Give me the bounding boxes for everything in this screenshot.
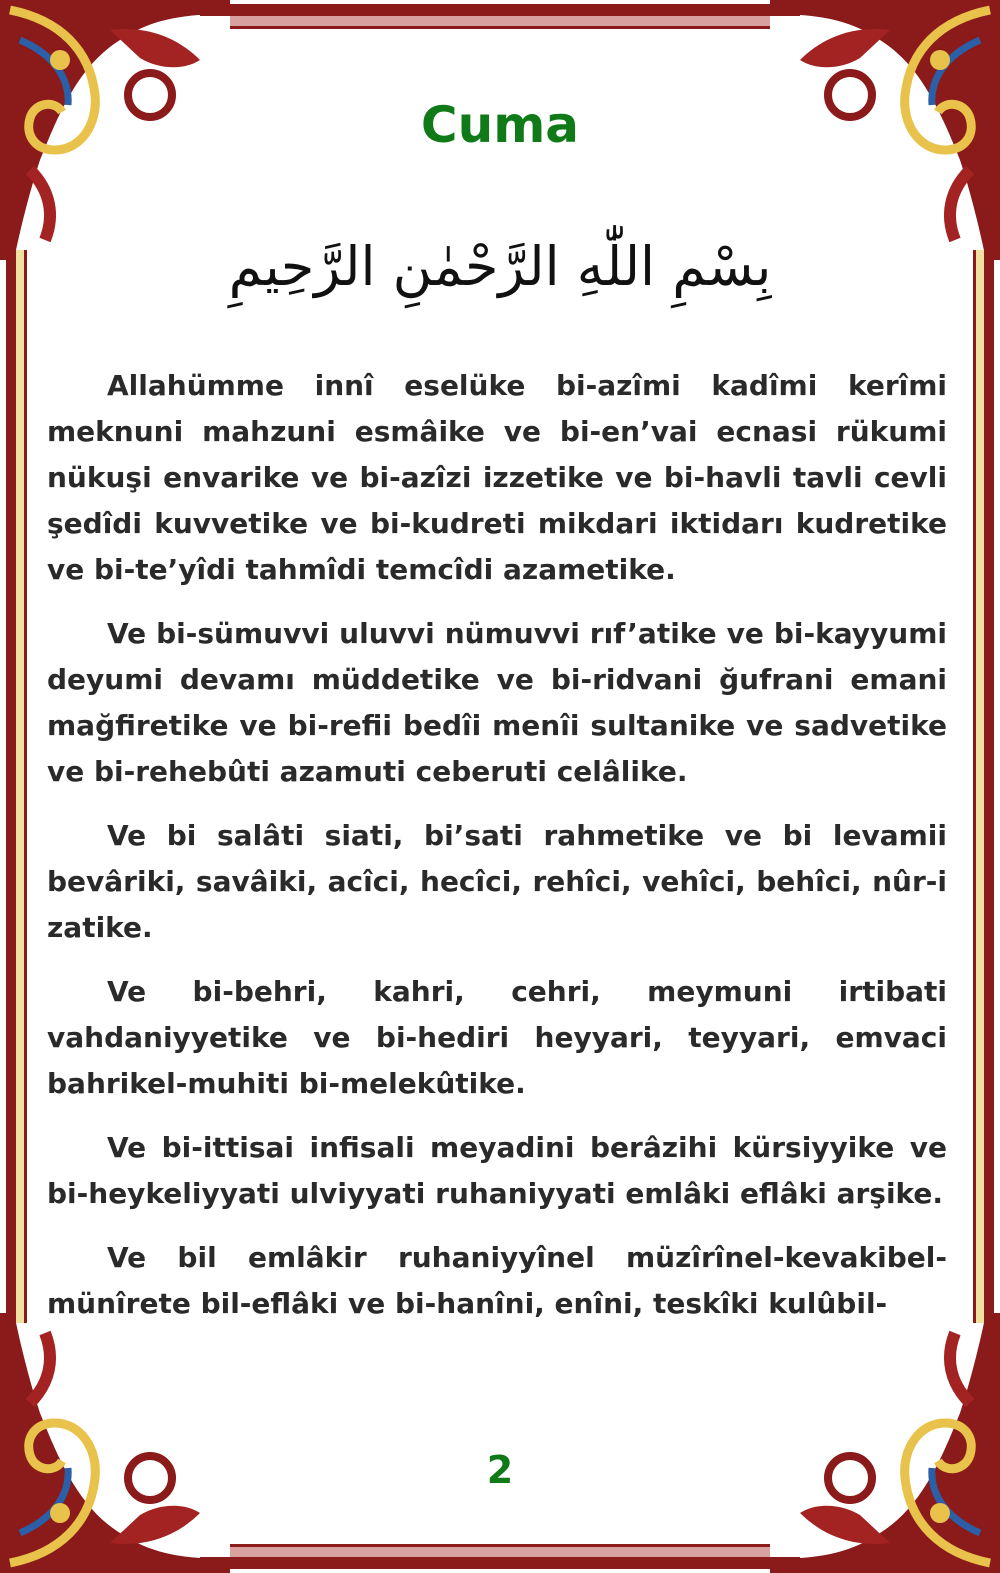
paragraph: Ve bil emlâkir ruhaniyyînel müzîrînel-kevakibel-münîrete bil-eflâki ve bi-hanîni, enîni, teskîki kulûbil- <box>47 1241 947 1320</box>
paragraph: Allahümme innî eselüke bi-azîmi kadîmi kerîmi meknuni mahzuni esmâike ve bi-en’vai ecnasi rükumi nükuşi envarike ve bi-azîzi izzetike ve bi-havli tavli cevli şedîdi kuvvetike ve bi-kudreti mikdari iktidarı kudretike ve bi-te’yîdi tahmîdi temcîdi azametike. <box>47 369 947 586</box>
frame-bottom-inner-border <box>230 1544 770 1557</box>
page-title: Cuma <box>420 96 580 154</box>
basmala-calligraphy: بِسْمِ اللّٰهِ الرَّحْمٰنِ الرَّحِيمِ <box>228 235 772 298</box>
page-number: 2 <box>486 1448 514 1492</box>
ornament-corner-bottom-left <box>0 1313 230 1573</box>
frame-bottom-border <box>200 1557 800 1569</box>
frame-top-inner-border <box>230 16 770 29</box>
frame-right-border <box>984 230 994 1343</box>
paragraph: Ve bi-ittisai infisali meyadini berâzihi kürsiyyike ve bi-heykeliyyati ulviyyati ruhaniyyati emlâki eflâki arşike. <box>47 1131 947 1210</box>
frame-top-border <box>200 4 800 16</box>
paragraph: Ve bi-behri, kahri, cehri, meymuni irtibati vahdaniyyetike ve bi-hediri heyyari, teyyari, emvaci bahrikel-muhiti bi-melekûtike. <box>47 975 947 1100</box>
frame-right-inner-border <box>973 250 984 1323</box>
ornament-corner-bottom-right <box>770 1313 1000 1573</box>
frame-left-inner-border <box>16 250 27 1323</box>
prayer-text <box>47 363 947 1345</box>
paragraph: Ve bi salâti siati, bi’sati rahmetike ve bi levamii bevâriki, savâiki, acîci, hecîci, rehîci, vehîci, behîci, nûr-i zatike. <box>47 819 947 944</box>
frame-left-border <box>6 230 16 1343</box>
paragraph: Ve bi-sümuvvi uluvvi nümuvvi rıf’atike ve bi-kayyumi deyumi devamı müddetike ve bi-ridvani ğufrani emani mağfiretike ve bi-refii bedîi menîi sultanike ve sadvetike ve bi-rehebûti azamuti ceberuti celâlike. <box>47 617 947 788</box>
